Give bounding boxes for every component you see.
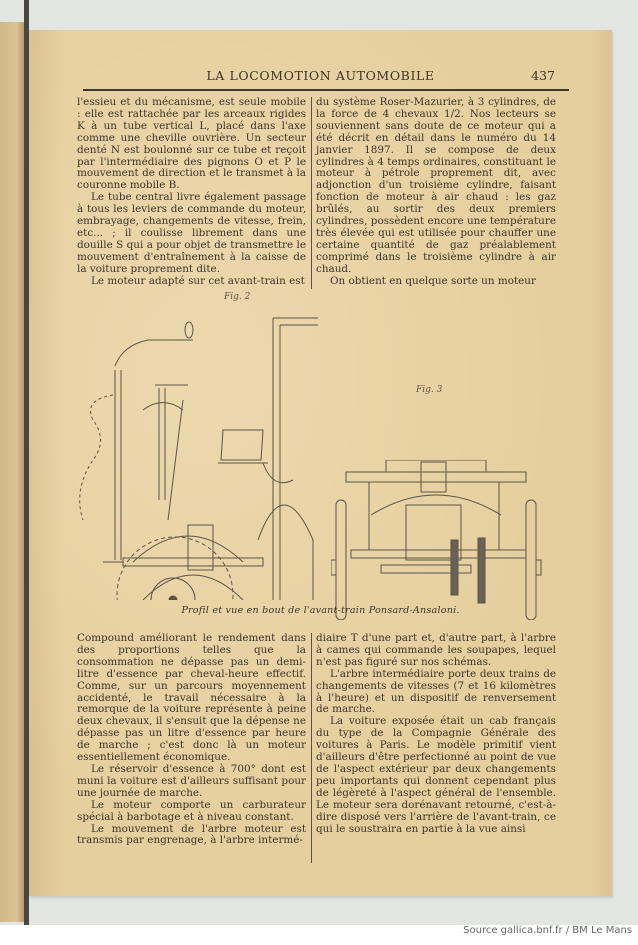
crank-handle bbox=[185, 322, 193, 338]
paragraph: La voiture exposée était un cab français du type de la Compagnie Générale des voitures à Paris. Le modèle primitif vient d'ailleurs d'être perfectionné au point de vue de l'aspect extérieur par deux changements peu importants qui donnent cependant plus de légèreté à l'aspect général de l'ensemble. Le moteur sera dorénavant retourné, c'est-à-dire disposé vers l'arrière de l'avant-train, ce qui le soustraira en partie à la vue ainsi bbox=[316, 715, 556, 835]
bottom-right-column bbox=[316, 633, 556, 835]
paragraph: diaire T d'une part et, d'autre part, à l'arbre à cames qui commande les soupapes, lequel n'est pas figuré sur nos schémas. bbox=[316, 632, 556, 668]
column-block bbox=[421, 462, 446, 492]
engine-block bbox=[188, 525, 213, 570]
fender bbox=[258, 505, 313, 600]
figure-2-label: Fig. 2 bbox=[224, 292, 251, 302]
top-left-column bbox=[77, 97, 306, 288]
paragraph: l'essieu et du mécanisme, est seule mobile : elle est rattachée par les arceaux rigides K à un tube vertical L, placé dans l'axe comme une cheville ouvrière. Un secteur denté N est boulonné sur ce tube et reçoit par l'intermédiaire des pignons O et P le mouvement de direction et le transmet à la couronne mobile B. bbox=[77, 96, 306, 192]
paragraph: Compound améliorant le rendement dans des proportions telles que la consommation ne dépasse pas un demi-litre d'essence par cheval-heure effectif. Comme, sur un parcours moyennement accidenté, le travail nécessaire à la remorque de la voiture représente à peine deux chevaux, il s'ensuit que la dépense ne dépasse pas un litre d'essence par heure de marche ; c'est donc là un moteur essentiellement économique. bbox=[77, 632, 306, 764]
steering-crank bbox=[115, 340, 183, 366]
gear-housing bbox=[143, 575, 243, 600]
seat bbox=[221, 430, 263, 460]
figure-2-profile-drawing bbox=[63, 300, 333, 600]
column-divider-bottom bbox=[311, 633, 312, 863]
bottom-left-column bbox=[77, 633, 306, 847]
body-outline-dashed bbox=[80, 395, 113, 520]
axle bbox=[351, 550, 526, 558]
figure-3-label: Fig. 3 bbox=[416, 385, 443, 395]
paragraph: Le moteur adapté sur cet avant-train est bbox=[91, 274, 305, 287]
column-divider-top bbox=[311, 97, 312, 289]
page-number: 437 bbox=[531, 68, 555, 83]
paragraph: Le mouvement de l'arbre moteur est transmis par engrenage, à l'arbre intermé- bbox=[77, 822, 306, 847]
header-rule bbox=[83, 89, 569, 91]
wheel-right bbox=[526, 500, 536, 620]
wheel-left bbox=[336, 500, 346, 620]
paragraph: du système Roser-Mazurier, à 3 cylindres, de la force de 4 chevaux 1/2. Nos lecteurs se souviennent sans doute de ce moteur qui a été décrit en détail dans le numéro du 14 janvier 1897. Il se compose de deux cylindres à 4 temps ordinaires, constituant le moteur à pétrole proprement dit, avec adjonction d'un troisième cylindre, faisant fonction de moteur à air chaud : les gaz brûlés, au sortir des deux premiers cylindres, possèdent encore une température très élevée qui est utilisée pour chauffer une certaine quantité de gaz préalablement comprimé dans le troisième cylindre à air chaud. bbox=[316, 96, 556, 275]
figure-3-end-view-drawing bbox=[331, 460, 561, 620]
paragraph: L'arbre intermédiaire porte deux trains de changements de vitesses (7 et 16 kilomètres à l'heure) et un dispositif de renversement de marche. bbox=[316, 667, 556, 716]
top-right-column bbox=[316, 97, 556, 288]
paragraph: Le réservoir d'essence à 700° dont est muni la voiture est d'ailleurs suffisant pour une journée de marche. bbox=[77, 762, 306, 799]
paragraph: Le moteur comporte un carburateur spécial à barbotage et à niveau constant. bbox=[77, 798, 306, 823]
paragraph: On obtient en quelque sorte un moteur bbox=[330, 274, 536, 287]
gear-disc-1 bbox=[451, 540, 458, 595]
facing-page-edge bbox=[0, 22, 24, 922]
source-credit: Source gallica.bnf.fr / BM Le Mans bbox=[463, 925, 632, 936]
document-page bbox=[29, 30, 612, 896]
upper-frame bbox=[346, 472, 526, 482]
gear-disc-2 bbox=[478, 538, 485, 603]
figure-caption: Profil et vue en bout de l'avant-train Ponsard-Ansaloni. bbox=[181, 605, 460, 616]
running-head: LA LOCOMOTION AUTOMOBILE bbox=[206, 68, 435, 83]
paragraph: Le tube central livre également passage à tous les leviers de commande du moteur, embrayage, changements de vitesse, frein, etc... ; il coulisse librement dans une douille S qui a pour objet de transmettre le mouvement d'entraînement à la caisse de la voiture proprement dite. bbox=[77, 191, 306, 275]
wheel-dashed bbox=[117, 537, 233, 600]
